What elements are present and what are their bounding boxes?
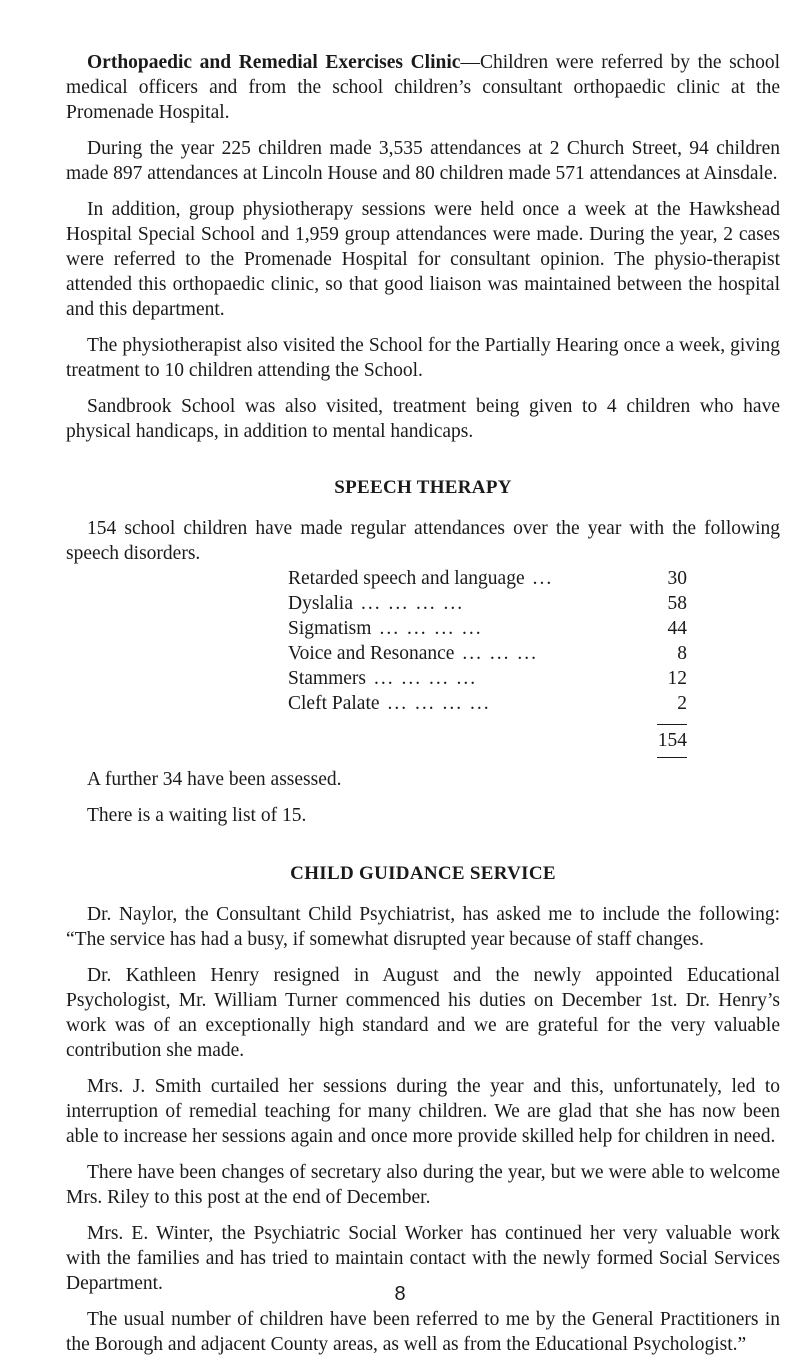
child-guidance-paragraph: Dr. Naylor, the Consultant Child Psychiatrist, has asked me to include the following: “The service has had a busy, if somewhat disrupted year because of staff changes. [66,904,780,950]
disorder-name: Voice and Resonance [288,643,455,664]
disorder-name: Dyslalia [288,593,353,614]
disorder-count: 8 [677,643,687,664]
child-guidance-title: CHILD GUIDANCE SERVICE [290,863,556,884]
disorder-count: 44 [667,618,687,639]
dot-leader: ... ... ... ... [379,618,483,639]
waiting-list-note: There is a waiting list of 15. [87,805,307,826]
disorder-row [288,691,687,716]
child-guidance-paragraph: Mrs. J. Smith curtailed her sessions during the year and this, unfortunately, led to interruption of remedial teaching for many children. We are glad that she has now been able to increase her sessions again and once more provide skilled help for children in need. [66,1076,780,1147]
disorder-row [288,616,687,641]
speech-therapy-title: SPEECH THERAPY [334,477,512,498]
speech-disorders-table [288,566,687,716]
sandbrook-paragraph: Sandbrook School was also visited, treatment being given to 4 children who have physical handicaps, in addition to mental handicaps. [66,396,780,442]
page-number: 8 [394,1283,406,1305]
child-guidance-paragraph: The usual number of children have been referred to me by the General Practitioners in the Borough and adjacent County areas, as well as from the Educational Psychologist.” [66,1309,780,1355]
disorder-row [288,666,687,691]
total-rule-bottom [657,757,687,758]
disorder-row [288,591,687,616]
document-page [66,50,780,1368]
orthopaedic-attendances-paragraph: During the year 225 children made 3,535 attendances at 2 Church Street, 94 children made 897 attendances at Lincoln House and 80 children made 571 attendances at Ainsdale. [66,138,780,184]
orthopaedic-intro-paragraph [66,50,780,125]
disorder-count: 12 [667,668,687,689]
orthopaedic-intro-text: —Children were referred by the school medical officers and from the school children’s consultant orthopaedic clinic at the Promenade Hospital. [66,52,780,123]
child-guidance-paragraph: Mrs. E. Winter, the Psychiatric Social Worker has continued her very valuable work with the families and has tried to maintain contact with the newly formed Social Services Department. [66,1223,780,1294]
disorder-name: Retarded speech and language [288,568,525,589]
disorder-name: Stammers [288,668,366,689]
dot-leader: ... ... ... ... [387,693,491,714]
disorders-total-block [631,724,687,758]
disorder-count: 58 [667,593,687,614]
child-guidance-paragraph: Dr. Kathleen Henry resigned in August and the newly appointed Educational Psychologist, Mr. William Turner commenced his duties on December 1st. Dr. Henry’s work was of an exceptionally high standard and we are grateful for the very valuable contribution she made. [66,965,780,1061]
child-guidance-paragraph: There have been changes of secretary also during the year, but we were able to welcome Mrs. Riley to this post at the end of December. [66,1162,780,1208]
speech-therapy-intro: 154 school children have made regular attendances over the year with the following speech disorders. [66,518,780,564]
disorder-row [288,566,687,591]
dot-leader: ... [532,568,554,589]
dot-leader: ... ... ... ... [360,593,465,614]
partially-hearing-paragraph: The physiotherapist also visited the School for the Partially Hearing once a week, giving treatment to 10 children attending the School. [66,335,780,381]
disorder-name: Sigmatism [288,618,372,639]
dot-leader: ... ... ... ... [374,668,478,689]
disorder-name: Cleft Palate [288,693,380,714]
disorders-total: 154 [657,730,687,751]
disorder-row [288,641,687,666]
assessed-note: A further 34 have been assessed. [87,769,342,790]
total-rule-top [657,724,687,725]
disorder-count: 30 [667,568,687,589]
dot-leader: ... ... ... [462,643,539,664]
group-physiotherapy-paragraph: In addition, group physiotherapy sessions were held once a week at the Hawkshead Hospital Special School and 1,959 group attendances were made. During the year, 2 cases were referred to the Promenade Hospital for consultant opinion. The physio-therapist attended this orthopaedic clinic, so that good liaison was maintained between the hospital and this department. [66,199,780,320]
disorder-count: 2 [677,693,687,714]
orthopaedic-heading: Orthopaedic and Remedial Exercises Clinic [87,52,461,73]
